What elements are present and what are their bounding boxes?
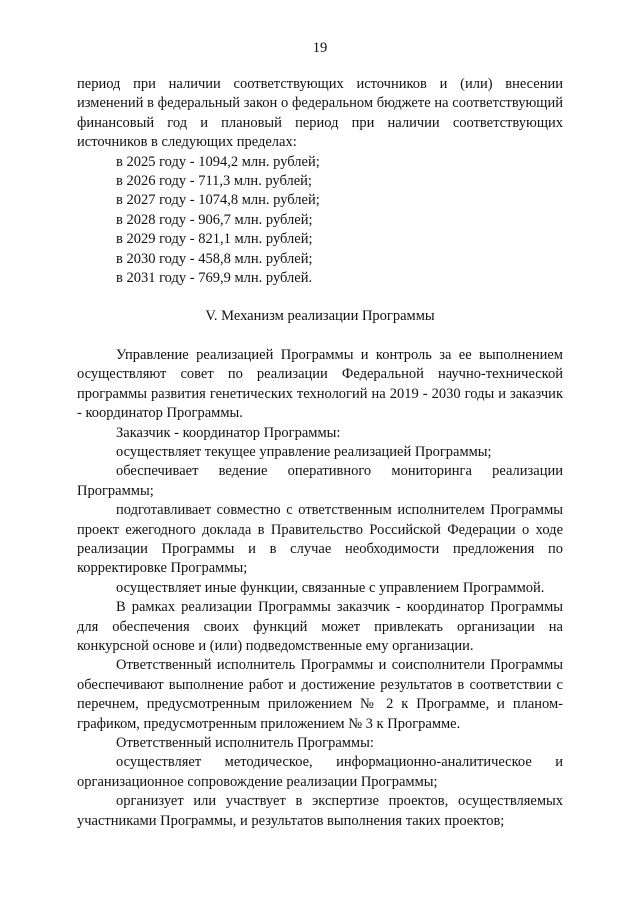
body-paragraph: организует или участвует в экспертизе проектов, осуществляемых участниками Программы, и результатов выполнения таких проектов; xyxy=(77,793,563,829)
body-paragraph: осуществляет методическое, информационно-аналитическое и организационное сопровождение реализации Программы; xyxy=(77,754,563,790)
body-paragraph: осуществляет иные функции, связанные с управлением Программой. xyxy=(116,579,545,596)
funding-item-2031: в 2031 году - 769,9 млн. рублей. xyxy=(116,270,313,287)
funding-item-2027: в 2027 году - 1074,8 млн. рублей; xyxy=(116,192,320,209)
body-paragraph: Управление реализацией Программы и контроль за ее выполнением осуществляют совет по реализации Федеральной научно-технической программы развития генетических технологий на 2019 - 2030 годы и заказчик - координатор Программы. xyxy=(77,346,563,422)
body-paragraph: подготавливает совместно с ответственным исполнителем Программы проект ежегодного доклада в Правительство Российской Федерации о ходе реализации Программы и в случае необходимости предложения по корректировке Программы; xyxy=(77,502,563,577)
body-paragraph: Заказчик - координатор Программы: xyxy=(116,424,341,441)
body-paragraph: В рамках реализации Программы заказчик - координатор Программы для обеспечения своих функций может привлекать организации на конкурсной основе и (или) подведомственные ему организации. xyxy=(77,599,563,654)
section-title: V. Механизм реализации Программы xyxy=(205,308,435,325)
funding-item-2025: в 2025 году - 1094,2 млн. рублей; xyxy=(116,153,320,170)
body-paragraph: осуществляет текущее управление реализацией Программы; xyxy=(116,443,492,460)
body-paragraph: обеспечивает ведение оперативного мониторинга реализации Программы; xyxy=(77,463,563,499)
document-body xyxy=(77,75,563,831)
funding-list xyxy=(77,153,563,289)
funding-item-2029: в 2029 году - 821,1 млн. рублей; xyxy=(116,231,313,248)
funding-item-2030: в 2030 году - 458,8 млн. рублей; xyxy=(116,250,313,267)
body-paragraph: Ответственный исполнитель Программы и соисполнители Программы обеспечивают выполнение работ и достижение результатов в соответствии с перечнем, предусмотренным приложением № 2 к Программе, и планом-графиком, предусмотренным приложением № 3 к Программе. xyxy=(77,657,563,732)
funding-item-2026: в 2026 году - 711,3 млн. рублей; xyxy=(116,173,312,190)
body-paragraph: Ответственный исполнитель Программы: xyxy=(116,735,374,751)
funding-item-2028: в 2028 году - 906,7 млн. рублей; xyxy=(116,211,313,228)
page-number: 19 xyxy=(312,40,328,56)
intro-paragraph: период при наличии соответствующих источников и (или) внесении изменений в федеральный закон о федеральном бюджете на соответствующий финансовый год и плановый период при наличии соответствующих источников в следующих пределах: xyxy=(77,76,563,151)
